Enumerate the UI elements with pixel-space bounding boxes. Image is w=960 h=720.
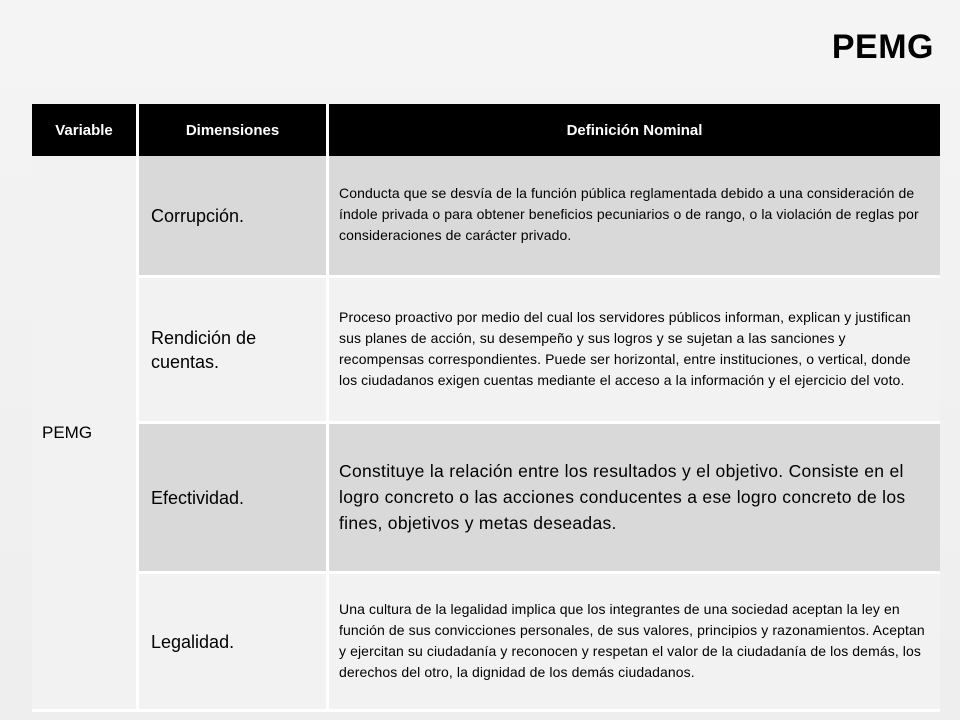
definitions-table	[32, 104, 940, 712]
table-header-row	[32, 104, 940, 156]
definition-cell: Proceso proactivo por medio del cual los servidores públicos informan, explican y justifican sus planes de acción, su desempeño y sus logros y se sujetan a las sanciones y recompensas correspondientes. Puede ser horizontal, entre instituciones, o vertical, donde los ciudadanos exigen cuentas mediante el acceso a la información y el ejercicio del voto.	[329, 278, 940, 424]
slide-title: PEMG	[831, 28, 934, 66]
definition-cell: Una cultura de la legalidad implica que los integrantes de una sociedad aceptan la ley en función de sus convicciones personales, de sus valores, principios y razonamientos. Aceptan y ejercitan su ciudadanía y reconocen y respetan el valor de la ciudadanía de los demás, los derechos del otro, la dignidad de los demás ciudadanos.	[329, 574, 940, 712]
dimension-cell: Rendición de cuentas.	[139, 278, 329, 424]
variable-cell: PEMG	[32, 156, 139, 712]
header-dimensions: Dimensiones	[139, 104, 329, 156]
dimension-cell: Legalidad.	[139, 574, 329, 712]
table-row	[32, 278, 940, 424]
definition-cell: Conducta que se desvía de la función pública reglamentada debido a una consideración de índole privada o para obtener beneficios pecuniarios o de rango, o la violación de reglas por consideraciones de carácter privado.	[329, 156, 940, 278]
table-row	[32, 156, 940, 278]
header-definition: Definición Nominal	[329, 104, 940, 156]
header-variable: Variable	[32, 104, 139, 156]
table-row	[32, 574, 940, 712]
table-row	[32, 424, 940, 574]
definition-cell: Constituye la relación entre los resultados y el objetivo. Consiste en el logro concreto o las acciones conducentes a ese logro concreto de los fines, objetivos y metas deseadas.	[329, 424, 940, 574]
dimension-cell: Corrupción.	[139, 156, 329, 278]
dimension-cell: Efectividad.	[139, 424, 329, 574]
